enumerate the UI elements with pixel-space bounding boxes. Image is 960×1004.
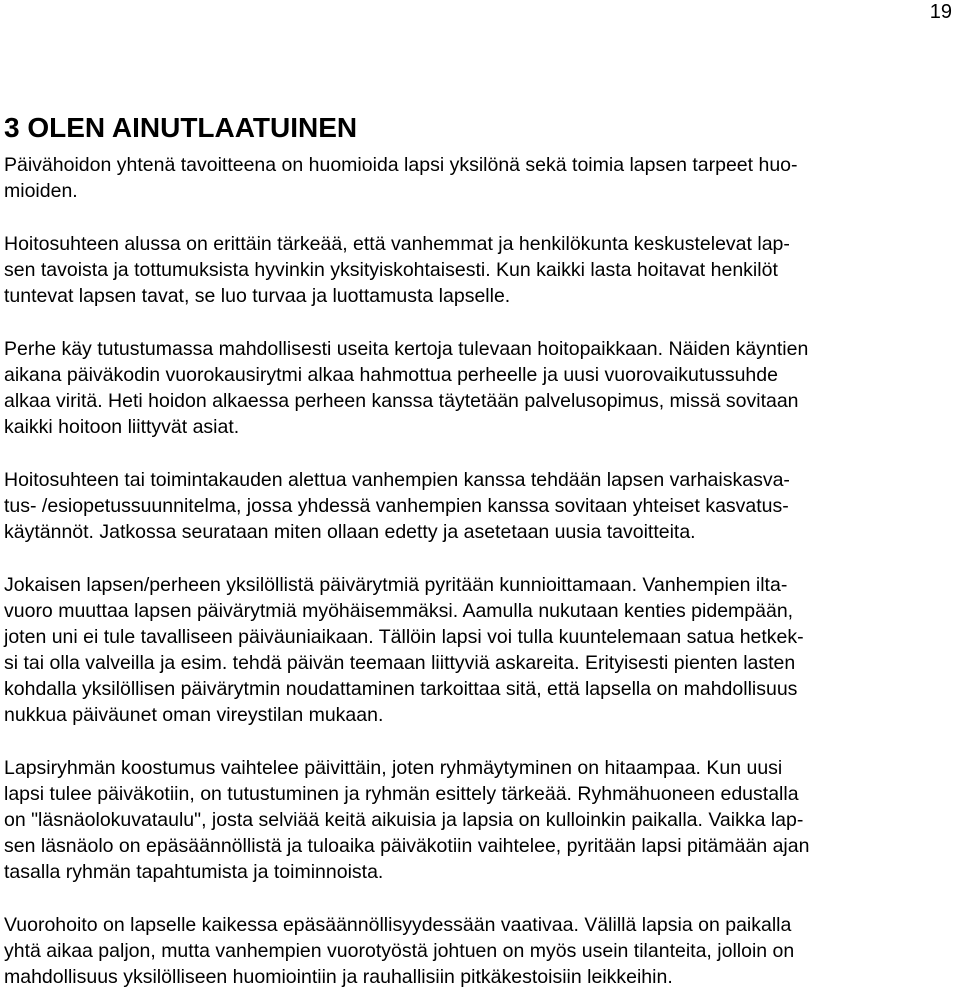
text-line: Hoitosuhteen tai toimintakauden alettua vanhempien kanssa tehdään lapsen varhaiskasva-: [4, 469, 790, 491]
text-line: alkaa viritä. Heti hoidon alkaessa perheen kanssa täytetään palvelusopimus, missä sovitaan: [4, 390, 799, 412]
text-line: kaikki hoitoon liittyvät asiat.: [4, 416, 240, 438]
text-line: käytännöt. Jatkossa seurataan miten ollaan edetty ja asetetaan uusia tavoitteita.: [4, 521, 696, 543]
paragraph-intro: [4, 152, 956, 204]
paragraph-education-plan: [4, 467, 956, 545]
paragraph-family-visits: [4, 336, 956, 440]
text-line: tuntevat lapsen tavat, se luo turvaa ja luottamusta lapselle.: [4, 285, 511, 307]
text-line: joten uni ei tule tavalliseen päiväuniaikaan. Tällöin lapsi voi tulla kuuntelemaan satua hetkek-: [4, 626, 804, 648]
page-number: 19: [929, 1, 952, 23]
section-heading: 3 OLEN AINUTLAATUINEN: [4, 112, 358, 143]
text-line: on "läsnäolokuvataulu", josta selviää keitä aikuisia ja lapsia on kulloinkin paikalla. Vaikka lap-: [4, 809, 804, 831]
text-line: aikana päiväkodin vuorokausirytmi alkaa hahmottua perheelle ja uusi vuorovaikutussuhde: [4, 364, 778, 386]
text-line: Jokaisen lapsen/perheen yksilöllistä päivärytmiä pyritään kunnioittamaan. Vanhempien ilta-: [4, 574, 788, 596]
text-line: kohdalla yksilöllisen päivärytmin noudattaminen tarkoittaa sitä, että lapsella on mahdollisuus: [4, 678, 798, 700]
text-line: sen tavoista ja tottumuksista hyvinkin yksityiskohtaisesti. Kun kaikki lasta hoitavat henkilöt: [4, 259, 778, 281]
text-line: Lapsiryhmän koostumus vaihtelee päivittäin, joten ryhmäytyminen on hitaampaa. Kun uusi: [4, 757, 783, 779]
text-line: nukkua päiväunet oman vireystilan mukaan.: [4, 704, 384, 726]
text-line: si tai olla valveilla ja esim. tehdä päivän teemaan liittyviä askareita. Erityisesti pienten lasten: [4, 652, 796, 674]
text-line: tasalla ryhmän tapahtumista ja toiminnoista.: [4, 861, 384, 883]
paragraph-group-composition: [4, 755, 956, 885]
paragraph-daily-rhythm: [4, 572, 956, 728]
text-line: yhtä aikaa paljon, mutta vanhempien vuorotyöstä johtuen on myös usein tilanteita, jolloin on: [4, 940, 795, 962]
text-line: mioiden.: [4, 180, 78, 202]
text-line: Hoitosuhteen alussa on erittäin tärkeää, että vanhemmat ja henkilökunta keskustelevat lap-: [4, 233, 790, 255]
text-line: Perhe käy tutustumassa mahdollisesti useita kertoja tulevaan hoitopaikkaan. Näiden käyntien: [4, 338, 809, 360]
text-line: mahdollisuus yksilölliseen huomiointiin ja rauhallisiin pitkäkestoisiin leikkeihin.: [4, 966, 673, 988]
document-body: [4, 110, 956, 990]
paragraph-shift-care: [4, 912, 956, 990]
text-line: lapsi tulee päiväkotiin, on tutustuminen ja ryhmän esittely tärkeää. Ryhmähuoneen edustalla: [4, 783, 799, 805]
text-line: sen läsnäolo on epäsäännöllistä ja tuloaika päiväkotiin vaihtelee, pyritään lapsi pitämään ajan: [4, 835, 810, 857]
text-line: vuoro muuttaa lapsen päivärytmiä myöhäisemmäksi. Aamulla nukutaan kenties pidempään,: [4, 600, 794, 622]
text-line: Vuorohoito on lapselle kaikessa epäsäännöllisyydessään vaativaa. Välillä lapsia on paikalla: [4, 914, 792, 936]
paragraph-care-start: [4, 231, 956, 309]
text-line: Päivähoidon yhtenä tavoitteena on huomioida lapsi yksilönä sekä toimia lapsen tarpeet huo-: [4, 154, 798, 176]
text-line: tus- /esiopetussuunnitelma, jossa yhdessä vanhempien kanssa sovitaan yhteiset kasvatus-: [4, 495, 789, 517]
